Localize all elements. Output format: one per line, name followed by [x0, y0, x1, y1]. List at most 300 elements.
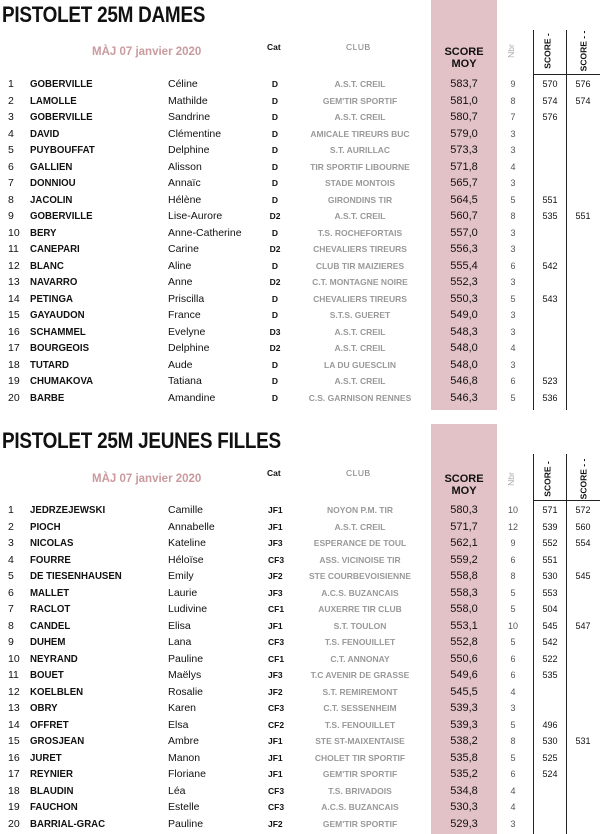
first-name-cell: Aline [168, 259, 192, 272]
rank-cell: 20 [8, 391, 20, 404]
rank-cell: 10 [8, 226, 20, 239]
nbr-cell: 3 [510, 128, 516, 139]
table-row [0, 225, 600, 242]
category-cell: JF1 [268, 505, 283, 515]
score-1-cell: 496 [542, 719, 558, 730]
first-name-cell: Maëlys [168, 669, 202, 681]
score-1-cell: 543 [542, 293, 558, 304]
club-cell: CLUB TIR MAIZIERES [315, 260, 405, 271]
nbr-cell: 10 [507, 505, 518, 515]
table-row [0, 109, 600, 126]
score-moy-cell: 583,7 [450, 78, 478, 90]
first-name-cell: Annaïc [168, 177, 201, 189]
score-1-cell: 504 [542, 604, 558, 614]
score-2-cell: 576 [575, 79, 591, 89]
nbr-cell: 3 [510, 310, 516, 320]
score-moy-cell: 549,6 [450, 669, 478, 681]
score-1-cell: 545 [542, 620, 558, 631]
nbr-cell: 3 [510, 326, 516, 337]
header-score-moy: SCORE MOY [444, 46, 484, 70]
category-cell: D [271, 161, 279, 172]
table-row [0, 568, 600, 585]
rank-cell: 16 [8, 325, 20, 338]
nbr-cell: 8 [510, 571, 516, 581]
header-score-2: SCORE - - [578, 30, 589, 72]
rank-cell: 14 [8, 718, 20, 731]
score-moy-cell: 562,1 [450, 537, 478, 549]
club-cell: A.S.T. CREIL [334, 521, 386, 532]
nbr-cell: 3 [510, 703, 516, 713]
first-name-cell: Ambre [168, 735, 199, 747]
last-name-cell: PETINGA [30, 292, 73, 305]
last-name-cell: BARRIAL-GRAC [30, 817, 106, 830]
score-moy-cell: 558,0 [450, 603, 478, 615]
table-row [0, 684, 600, 701]
club-cell: T.S. ROCHEFORTAIS [317, 227, 403, 238]
table-row [0, 783, 600, 800]
score-2-cell: 572 [575, 505, 591, 515]
rank-cell: 18 [8, 358, 20, 371]
rank-cell: 10 [8, 652, 20, 665]
score-moy-cell: 552,3 [450, 276, 478, 288]
club-cell: GEM'TIR SPORTIF [322, 769, 398, 779]
score-moy-cell: 553,1 [450, 619, 478, 632]
header-rule [533, 500, 600, 501]
score-moy-cell: 564,5 [450, 193, 478, 206]
first-name-cell: Clémentine [168, 127, 222, 140]
club-cell: T.C AVENIR DE GRASSE [310, 670, 410, 680]
table-row [0, 601, 600, 618]
score-moy-cell: 539,3 [450, 702, 478, 714]
club-cell: A.S.T. CREIL [334, 112, 386, 122]
first-name-cell: Céline [168, 78, 198, 90]
score-moy-cell: 557,0 [450, 226, 478, 239]
score-moy-cell: 580,3 [450, 504, 478, 516]
category-cell: CF3 [268, 785, 285, 796]
club-cell: C.T. ANNONAY [330, 653, 390, 664]
category-cell: CF3 [268, 703, 285, 713]
nbr-cell: 5 [510, 587, 516, 598]
category-cell: D [271, 260, 279, 271]
category-cell: JF3 [268, 587, 283, 598]
header-club: CLUB [346, 42, 371, 52]
last-name-cell: BOUET [30, 669, 64, 681]
first-name-cell: Delphine [168, 342, 210, 354]
club-cell: NOYON P.M. TIR [327, 505, 393, 515]
club-cell: ASS. VICINOISE TIR [319, 554, 401, 565]
score-moy-cell: 535,8 [450, 751, 478, 764]
club-cell: T.S. FENOUILLET [324, 719, 396, 730]
category-cell: D [271, 376, 279, 386]
last-name-cell: PIOCH [30, 520, 61, 533]
first-name-cell: Laurie [168, 586, 198, 599]
score-2-cell: 554 [575, 538, 591, 548]
last-name-cell: GALLIEN [30, 160, 73, 173]
header-score-1: SCORE - [542, 33, 553, 69]
club-cell: C.S. GARNISON RENNES [308, 392, 412, 403]
header-cat: Cat [267, 42, 281, 52]
rank-cell: 19 [8, 801, 20, 813]
table-row [0, 126, 600, 143]
table-row [0, 241, 600, 258]
rank-cell: 3 [8, 537, 14, 549]
last-name-cell: RACLOT [30, 603, 71, 615]
category-cell: D [271, 293, 279, 304]
club-cell: ESPERANCE DE TOUL [313, 538, 407, 548]
category-cell: D2 [269, 277, 281, 287]
score-moy-cell: 549,0 [450, 309, 478, 321]
first-name-cell: Héloïse [168, 553, 204, 566]
category-cell: CF2 [268, 719, 285, 730]
table-row [0, 340, 600, 357]
score-moy-cell: 560,7 [450, 210, 478, 222]
nbr-cell: 4 [510, 161, 516, 172]
header-nbr: Nbr [505, 472, 516, 486]
nbr-cell: 5 [510, 637, 516, 647]
score-moy-cell: 545,5 [450, 685, 478, 698]
nbr-cell: 6 [510, 670, 516, 680]
club-cell: A.S.T. CREIL [334, 376, 386, 386]
first-name-cell: France [168, 309, 201, 321]
last-name-cell: CHUMAKOVA [30, 375, 94, 387]
club-cell: A.S.T. CREIL [334, 343, 386, 353]
rank-cell: 3 [8, 111, 14, 123]
rank-cell: 4 [8, 127, 14, 140]
score-moy-cell: 559,2 [450, 553, 478, 566]
nbr-cell: 8 [510, 736, 516, 746]
nbr-cell: 7 [510, 112, 516, 122]
score-moy-cell: 548,0 [450, 342, 478, 354]
score-1-cell: 570 [542, 79, 558, 89]
score-moy-cell: 550,6 [450, 652, 478, 665]
last-name-cell: OFFRET [30, 718, 69, 731]
category-cell: D2 [269, 211, 281, 221]
nbr-cell: 4 [510, 686, 516, 697]
club-cell: T.S. BRIVADOIS [328, 785, 392, 796]
rank-cell: 5 [8, 144, 14, 156]
table-row [0, 585, 600, 602]
score-moy-cell: 573,3 [450, 144, 478, 156]
score-1-cell: 530 [542, 736, 558, 746]
last-name-cell: GOBERVILLE [30, 210, 93, 222]
last-name-cell: BARBE [30, 391, 65, 404]
first-name-cell: Kateline [168, 537, 206, 549]
score-1-cell: 553 [542, 587, 558, 598]
header-score-1: SCORE - [542, 461, 553, 497]
jeunes-filles-section [0, 424, 600, 834]
first-name-cell: Pauline [168, 817, 204, 830]
category-cell: CF3 [268, 554, 285, 565]
first-name-cell: Lana [168, 636, 192, 648]
score-moy-cell: 548,0 [450, 358, 478, 371]
last-name-cell: LAMOLLE [30, 94, 77, 107]
first-name-cell: Anne-Catherine [168, 226, 242, 239]
update-date: MÀJ 07 janvier 2020 [92, 46, 202, 58]
last-name-cell: FAUCHON [30, 801, 78, 813]
category-cell: JF2 [268, 818, 283, 829]
rank-cell: 19 [8, 375, 20, 387]
last-name-cell: KOELBLEN [30, 685, 84, 698]
table-row [0, 208, 600, 225]
category-cell: JF1 [268, 521, 283, 532]
club-cell: A.S.T. CREIL [334, 326, 386, 337]
score-moy-cell: 571,8 [450, 160, 478, 173]
score-1-cell: 522 [542, 653, 558, 664]
table-row [0, 535, 600, 552]
rank-cell: 7 [8, 603, 14, 615]
table-row [0, 733, 600, 750]
last-name-cell: REYNIER [30, 768, 73, 780]
club-cell: CHEVALIERS TIREURS [313, 293, 407, 304]
score-moy-cell: 556,3 [450, 243, 478, 255]
table-row [0, 717, 600, 734]
club-cell: STADE MONTOIS [324, 178, 396, 188]
rank-cell: 15 [8, 309, 20, 321]
nbr-cell: 4 [510, 802, 516, 812]
score-2-cell: 551 [575, 211, 591, 221]
score-1-cell: 530 [542, 571, 558, 581]
club-cell: CHEVALIERS TIREURS [313, 244, 407, 254]
table-row [0, 324, 600, 341]
nbr-cell: 5 [510, 392, 516, 403]
score-2-cell: 574 [575, 95, 591, 106]
nbr-cell: 5 [510, 293, 516, 304]
first-name-cell: Elisa [168, 619, 191, 632]
last-name-cell: FOURRE [30, 553, 71, 566]
category-cell: JF2 [268, 571, 283, 581]
nbr-cell: 5 [510, 719, 516, 730]
rank-cell: 1 [8, 504, 14, 516]
category-cell: D [271, 79, 279, 89]
club-cell: TIR SPORTIF LIBOURNE [310, 161, 410, 172]
table-row [0, 651, 600, 668]
club-cell: GIRONDINS TIR [327, 194, 393, 205]
table-row [0, 552, 600, 569]
table-row [0, 502, 600, 519]
nbr-cell: 4 [510, 785, 516, 796]
last-name-cell: GOBERVILLE [30, 111, 93, 123]
last-name-cell: NICOLAS [30, 537, 74, 549]
table-row [0, 390, 600, 407]
rank-cell: 2 [8, 520, 14, 533]
last-name-cell: BLANC [30, 259, 64, 272]
first-name-cell: Aude [168, 358, 193, 371]
score-moy-cell: 535,2 [450, 768, 478, 780]
header-score-2: SCORE - - [578, 458, 589, 500]
table-row [0, 274, 600, 291]
last-name-cell: JEDRZEJEWSKI [30, 504, 106, 516]
last-name-cell: JURET [30, 751, 62, 764]
last-name-cell: MALLET [30, 586, 70, 599]
score-moy-cell: 539,3 [450, 718, 478, 731]
category-cell: JF2 [268, 686, 283, 697]
score-moy-cell: 565,7 [450, 177, 478, 189]
score-2-cell: 547 [575, 620, 591, 631]
category-cell: D [271, 392, 279, 403]
rank-cell: 4 [8, 553, 14, 566]
nbr-cell: 5 [510, 752, 516, 763]
club-cell: LA DU GUESCLIN [324, 359, 396, 370]
table-row [0, 519, 600, 536]
score-moy-cell: 550,3 [450, 292, 478, 305]
first-name-cell: Manon [168, 751, 201, 764]
rank-cell: 9 [8, 210, 14, 222]
nbr-cell: 4 [510, 343, 516, 353]
rank-cell: 6 [8, 586, 14, 599]
club-cell: A.C.S. BUZANCAIS [321, 587, 399, 598]
first-name-cell: Alisson [168, 160, 202, 173]
club-cell: T.S. FENOUILLET [324, 637, 396, 647]
category-cell: D2 [269, 244, 281, 254]
rank-cell: 11 [8, 669, 19, 681]
club-cell: S.T. REMIREMONT [322, 686, 398, 697]
last-name-cell: OBRY [30, 702, 58, 714]
club-cell: GEM'TIR SPORTIF [322, 95, 398, 106]
table-row [0, 700, 600, 717]
club-cell: S.T. TOULON [333, 620, 387, 631]
nbr-cell: 9 [510, 538, 516, 548]
nbr-cell: 6 [510, 554, 516, 565]
nbr-cell: 3 [510, 178, 516, 188]
last-name-cell: DUHEM [30, 636, 66, 648]
category-cell: JF1 [268, 620, 283, 631]
table-row [0, 373, 600, 390]
score-2-cell: 545 [575, 571, 591, 581]
first-name-cell: Léa [168, 784, 186, 797]
nbr-cell: 6 [510, 260, 516, 271]
category-cell: D [271, 95, 279, 106]
first-name-cell: Delphine [168, 144, 210, 156]
club-cell: AMICALE TIREURS BUC [310, 128, 410, 139]
category-cell: D3 [269, 326, 281, 337]
first-name-cell: Camille [168, 504, 204, 516]
category-cell: CF3 [268, 637, 285, 647]
first-name-cell: Lise-Aurore [168, 210, 223, 222]
score-1-cell: 535 [542, 211, 558, 221]
rank-cell: 15 [8, 735, 20, 747]
club-cell: STE COURBEVOISIENNE [308, 571, 412, 581]
header-nbr: Nbr [505, 44, 516, 58]
table-row [0, 258, 600, 275]
first-name-cell: Sandrine [168, 111, 211, 123]
last-name-cell: TUTARD [30, 358, 69, 371]
nbr-cell: 9 [510, 79, 516, 89]
rank-cell: 20 [8, 817, 20, 830]
category-cell: D [271, 227, 279, 238]
score-1-cell: 571 [542, 505, 558, 515]
section-title: PISTOLET 25M DAMES [2, 2, 206, 27]
table-row [0, 766, 600, 783]
nbr-cell: 3 [510, 244, 516, 254]
table-row [0, 799, 600, 816]
table-row [0, 159, 600, 176]
rank-cell: 14 [8, 292, 20, 305]
nbr-cell: 3 [510, 818, 516, 829]
rank-cell: 18 [8, 784, 20, 797]
score-moy-cell: 538,2 [450, 735, 478, 747]
score-1-cell: 542 [542, 260, 558, 271]
nbr-cell: 5 [510, 604, 516, 614]
header-cat: Cat [267, 468, 281, 478]
table-row [0, 618, 600, 635]
last-name-cell: GOBERVILLE [30, 78, 93, 90]
rank-cell: 2 [8, 94, 14, 107]
table-row [0, 667, 600, 684]
dames-section [0, 0, 600, 410]
last-name-cell: GROSJEAN [30, 735, 85, 747]
score-moy-cell: 530,3 [450, 801, 478, 813]
first-name-cell: Annabelle [168, 520, 215, 533]
first-name-cell: Pauline [168, 652, 204, 665]
rank-cell: 8 [8, 619, 14, 632]
last-name-cell: NAVARRO [30, 276, 78, 288]
first-name-cell: Hélène [168, 193, 202, 206]
score-moy-cell: 529,3 [450, 817, 478, 830]
table-row [0, 192, 600, 209]
table-row [0, 142, 600, 159]
last-name-cell: JACOLIN [30, 193, 73, 206]
table-row [0, 291, 600, 308]
category-cell: D [271, 128, 279, 139]
nbr-cell: 10 [507, 620, 518, 631]
category-cell: JF3 [268, 670, 283, 680]
score-moy-cell: 546,8 [450, 375, 478, 387]
table-row [0, 750, 600, 767]
first-name-cell: Mathilde [168, 94, 208, 107]
table-row [0, 357, 600, 374]
score-moy-cell: 534,8 [450, 784, 478, 797]
last-name-cell: BOURGEOIS [30, 342, 90, 354]
first-name-cell: Estelle [168, 801, 200, 813]
score-1-cell: 552 [542, 538, 558, 548]
score-moy-cell: 580,7 [450, 111, 478, 123]
nbr-cell: 3 [510, 359, 516, 370]
category-cell: D2 [269, 343, 281, 353]
nbr-cell: 12 [507, 521, 518, 532]
rank-cell: 17 [8, 342, 20, 354]
category-cell: CF1 [268, 604, 285, 614]
rank-cell: 6 [8, 160, 14, 173]
header-club: CLUB [346, 468, 371, 478]
nbr-cell: 3 [510, 145, 516, 155]
club-cell: S.T. AURILLAC [329, 145, 391, 155]
header-score-moy: SCORE MOY [444, 473, 484, 497]
first-name-cell: Anne [168, 276, 193, 288]
score-1-cell: 539 [542, 521, 558, 532]
club-cell: A.S.T. CREIL [334, 79, 386, 89]
score-moy-cell: 546,3 [450, 391, 478, 404]
score-1-cell: 551 [542, 194, 558, 205]
score-2-cell: 531 [575, 736, 591, 746]
category-cell: D [271, 178, 279, 188]
rank-cell: 1 [8, 78, 14, 90]
last-name-cell: CANEPARI [30, 243, 80, 255]
rank-cell: 17 [8, 768, 20, 780]
score-moy-cell: 552,8 [450, 636, 478, 648]
nbr-cell: 6 [510, 653, 516, 664]
last-name-cell: DONNIOU [30, 177, 76, 189]
score-1-cell: 535 [542, 670, 558, 680]
score-moy-cell: 571,7 [450, 520, 478, 533]
category-cell: D [271, 194, 279, 205]
category-cell: D [271, 112, 279, 122]
rank-cell: 9 [8, 636, 14, 648]
category-cell: JF1 [268, 736, 283, 746]
table-row [0, 307, 600, 324]
first-name-cell: Carine [168, 243, 199, 255]
nbr-cell: 8 [510, 95, 516, 106]
update-date: MÀJ 07 janvier 2020 [92, 473, 202, 485]
